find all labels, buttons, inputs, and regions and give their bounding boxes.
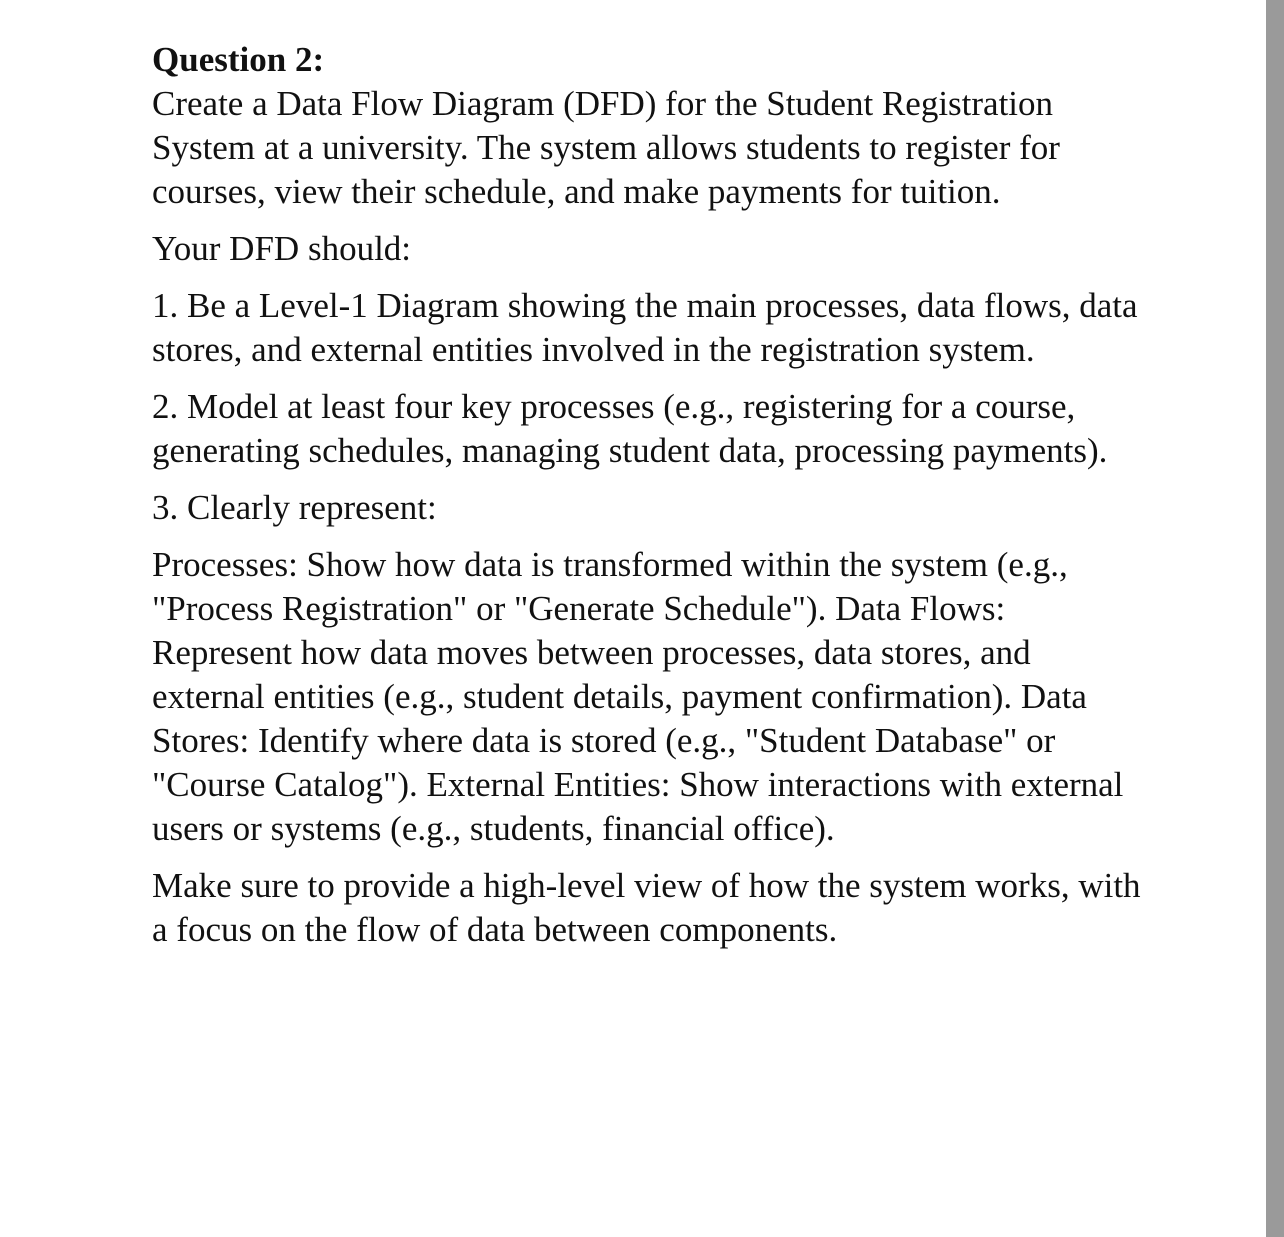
closing-note: Make sure to provide a high-level view of how the system works, with a focus on the flow of data between components. xyxy=(152,866,1141,949)
question-lead: Your DFD should: xyxy=(152,229,412,268)
question-intro: Create a Data Flow Diagram (DFD) for the Student Registration System at a university. The system allows students to register for courses, view their schedule, and make payments for tuition. xyxy=(152,84,1060,211)
requirement-item-2: 2. Model at least four key processes (e.g., registering for a course, generating schedules, managing student data, processing payments). xyxy=(152,387,1108,470)
requirement-item-3: 3. Clearly represent: xyxy=(152,488,437,527)
window-edge xyxy=(1266,0,1284,1237)
requirement-details: Processes: Show how data is transformed within the system (e.g., "Process Registration" or "Generate Schedule"). Data Flows: Represent how data moves between processes, data stores, and external entities (e.g., student details, payment confirmation). Data Stores: Identify where data is stored (e.g., "Student Database" or "Course Catalog"). External Entities: Show interactions with external users or systems (e.g., students, financial office). xyxy=(152,545,1124,848)
question-title: Question 2: xyxy=(152,40,325,79)
question-content xyxy=(152,38,1152,965)
requirement-item-1: 1. Be a Level-1 Diagram showing the main processes, data flows, data stores, and external entities involved in the registration system. xyxy=(152,286,1138,369)
question-intro-block xyxy=(152,38,1152,214)
